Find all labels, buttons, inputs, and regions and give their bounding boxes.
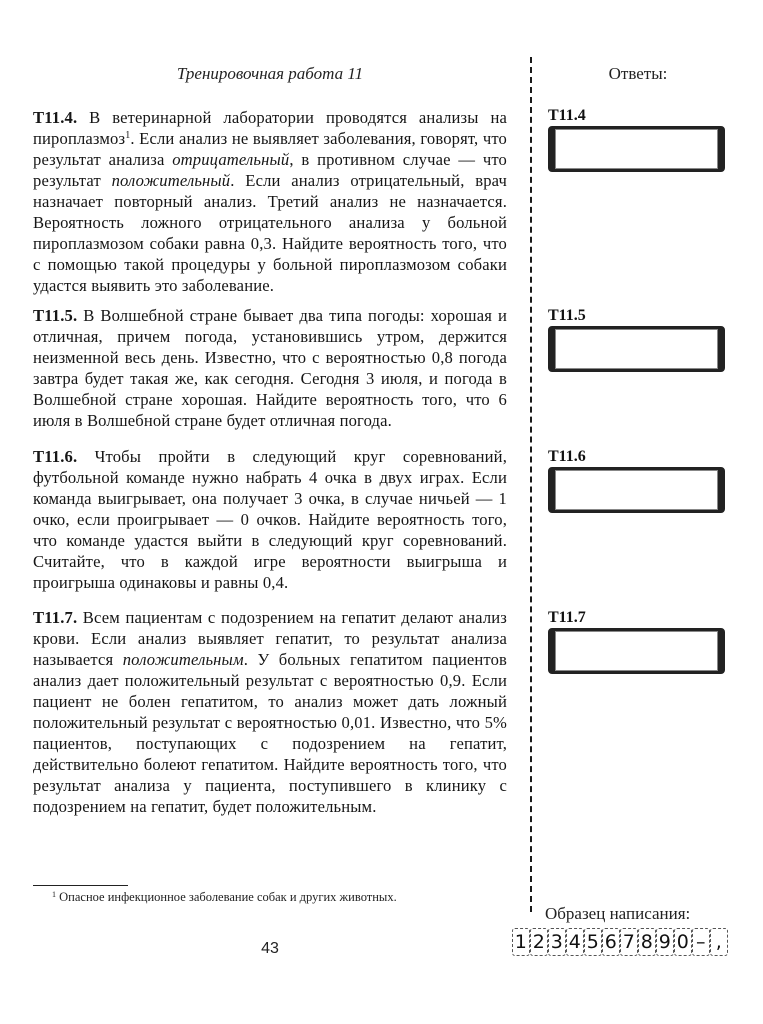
answer-block-t11-4 [548, 107, 728, 172]
answer-label: Т11.6 [548, 448, 586, 465]
footnote-number: 1 [52, 890, 56, 899]
answer-box-t11-6[interactable] [548, 467, 725, 513]
sample-char: – [692, 928, 710, 956]
sample-char: 0 [674, 928, 692, 956]
answers-heading: Ответы: [608, 64, 668, 83]
sample-char: 1 [512, 928, 530, 956]
answer-block-t11-6 [548, 448, 728, 513]
footnote-ref: 1 [125, 130, 131, 141]
problem-number: Т11.5. [33, 306, 78, 325]
sample-char: 5 [584, 928, 602, 956]
answer-block-t11-7 [548, 609, 728, 674]
sample-char: 6 [602, 928, 620, 956]
answer-box-t11-5[interactable] [548, 326, 725, 372]
problem-t11-7: Т11.7. Всем пациентам с подозрением на гепатит делают анализ крови. Если анализ выявляет гепатит, то результат анализа называется положительным. У больных гепатитом пациентов анализ дает положительный результат с вероятностью 0,9. Если пациент не болен гепатитом, то анализ может дать ложный положительный результат с вероятностью 0,01. Известно, что 5% пациентов, поступающих с подозрением на гепатит, действительно болеют гепатитом. Найдите вероятность того, что результат анализа у пациента, поступившего в клинику с подозрением на гепатит, будет положительным. [33, 608, 508, 816]
problem-t11-4: Т11.4. В ветеринарной лаборатории проводятся анализы на пироплазмоз$^1$. Если анализ не выявляет заболевания, говорят, что результат анализа отрицательный, в противном случае — что результат положительный. Если анализ отрицательный, врач назначает повторный анализ. Третий анализ не назначается. Вероятность ложного отрицательного анализа у больной пироплазмозом собаки равна 0,3. Найдите вероятность того, что с помощью такой процедуры у больной пироплазмозом собаки удастся выявить это заболевание. [33, 108, 507, 295]
sample-char: 7 [620, 928, 638, 956]
sample-writing-row [512, 928, 728, 956]
sample-writing-title: Образец написания: [545, 904, 691, 923]
page-header-title: Тренировочная работа 11 [176, 64, 364, 83]
problem-t11-6: Т11.6. Чтобы пройти в следующий круг соревнований, футбольной команде нужно набрать 4 очка в двух играх. Если команда выигрывает, она получает 3 очка, в случае ничьей — 1 очко, если проигрывает — 0 очков. Найдите вероятность того, что команде удастся выйти в следующий круг соревнований. Считайте, что в каждой игре вероятности выигрыша и проигрыша одинаковы и равны 0,4. [33, 447, 507, 592]
sample-char: , [710, 928, 728, 956]
footnote [52, 890, 397, 905]
page-number: 43 [261, 940, 279, 957]
answer-label: Т11.5 [548, 307, 586, 324]
answer-label: Т11.7 [548, 609, 586, 626]
answer-block-t11-5 [548, 307, 728, 372]
answer-box-t11-7[interactable] [548, 628, 725, 674]
sample-char: 3 [548, 928, 566, 956]
answer-box-t11-4[interactable] [548, 126, 725, 172]
footnote-text: Опасное инфекционное заболевание собак и других животных. [59, 890, 397, 904]
problem-number: Т11.4. [33, 108, 78, 127]
sample-char: 9 [656, 928, 674, 956]
problem-number: Т11.7. [33, 608, 78, 627]
problem-number: Т11.6. [33, 447, 78, 466]
problem-t11-5: Т11.5. В Волшебной стране бывает два типа погоды: хорошая и отличная, причем погода, установившись утром, держится неизменной весь день. Известно, что с вероятностью 0,8 погода завтра будет такая же, как сегодня. Сегодня 3 июля, и погода в Волшебной стране хорошая. Найдите вероятность того, что 6 июля в Волшебной стране будет отличная погода. [33, 306, 507, 430]
sample-char: 2 [530, 928, 548, 956]
answer-label: Т11.4 [548, 107, 586, 124]
sample-char: 4 [566, 928, 584, 956]
sample-char: 8 [638, 928, 656, 956]
dashed-column-divider [530, 57, 532, 912]
footnote-rule [33, 885, 128, 886]
